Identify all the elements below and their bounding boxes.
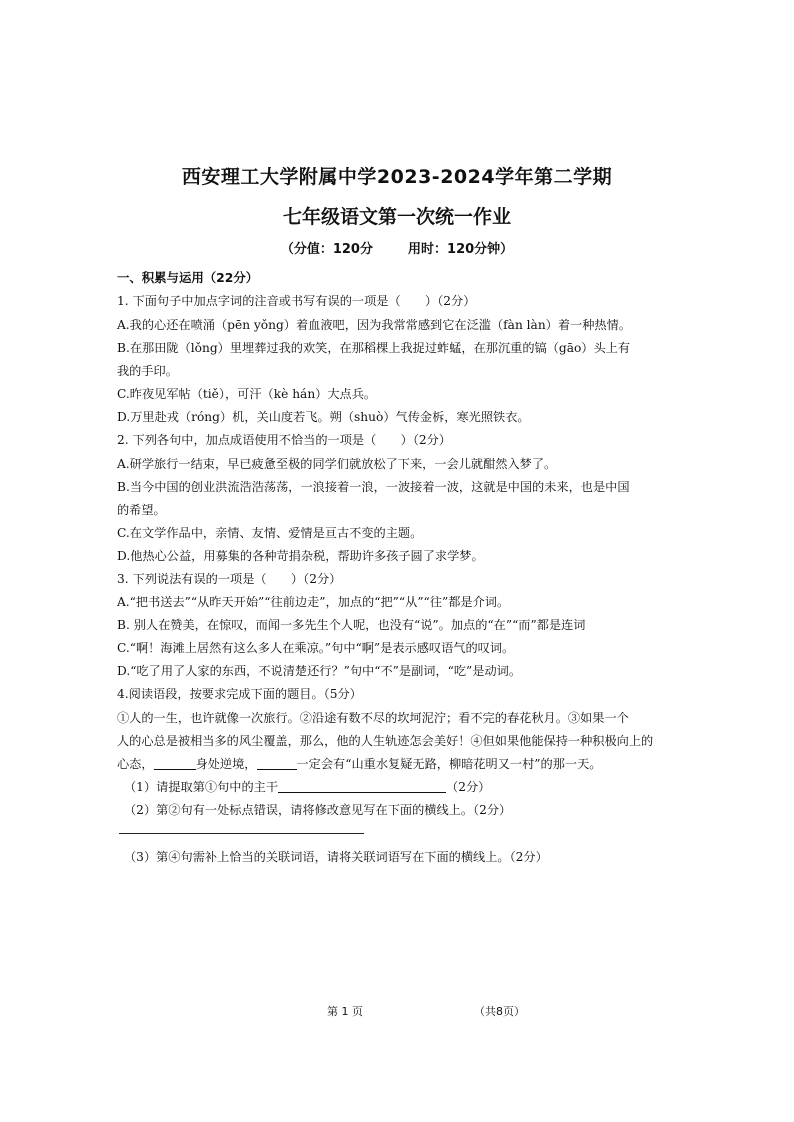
fill-blank-1[interactable] (154, 757, 196, 770)
score-info: （分值：120分 (280, 242, 373, 257)
page-total: （共8页） (474, 1005, 525, 1018)
exam-meta (0, 238, 794, 257)
question-4-stem: 4.阅读语段，按要求完成下面的题目。（5分） (117, 687, 362, 701)
q2-option-a: A.研学旅行一结束，早已疲惫至极的同学们就放松了下来，一会儿就酣然入梦了。 (117, 457, 557, 471)
q2-option-b: B.当今中国的创业洪流浩浩荡荡，一浪接着一浪，一波接着一波，这就是中国的未来，也是中国 (117, 480, 630, 494)
time-info: 用时：120分钟） (408, 242, 514, 257)
q4-sub-1: （1）请提取第①句中的主干 （2分） (124, 780, 491, 794)
page-number: 第 1 页 (327, 1005, 363, 1018)
q1-option-a: A.我的心还在喷涌（pēn yǒng）着血液吧，因为我常常感到它在泛滥（fàn làn）着一种热情。 (117, 318, 631, 332)
q1-option-b-cont: 我的手印。 (117, 364, 178, 378)
question-1-stem: 1. 下面句子中加点字词的注音或书写有误的一项是（ ）（2分） (117, 294, 476, 308)
q1-option-d: D.万里赴戎（róng）机，关山度若飞。朔（shuò）气传金柝，寒光照铁衣。 (117, 410, 530, 424)
answer-line-s2[interactable] (119, 833, 364, 834)
q4-sub-2: （2）第②句有一处标点错误，请将修改意见写在下面的横线上。（2分） (124, 803, 512, 817)
q2-option-d: D.他热心公益，用募集的各种苛捐杂税，帮助许多孩子圆了求学梦。 (117, 549, 484, 563)
q1-option-b: B.在那田陇（lǒng）里埋葬过我的欢笑，在那稻棵上我捉过蚱蜢，在那沉重的镐（gāo）头上有 (117, 341, 631, 355)
q3-option-a: A.“把书送去”“从昨天开始”“往前边走”，加点的“把”“从”“往”都是介词。 (117, 595, 510, 609)
q4-sub-3: （3）第④句需补上恰当的关联词语，请将关联词语写在下面的横线上。（2分） (124, 850, 548, 864)
q2-option-b-cont: 的希望。 (117, 503, 166, 517)
q4-passage-line-1: ①人的一生，也许就像一次旅行。②沿途有数不尽的坎坷泥泞；看不完的春花秋月。③如果一个 (117, 711, 629, 725)
question-3-stem: 3. 下列说法有误的一项是（ ）（2分） (117, 572, 342, 586)
exam-subtitle: 七年级语文第一次统一作业 (282, 206, 511, 228)
q3-option-d: D.“吃了用了人家的东西，不说清楚还行？”句中“不”是副词，“吃”是动词。 (117, 664, 522, 678)
q3-option-b: B. 别人在赞美，在惊叹，而闻一多先生个人呢，也没有“说”。加点的“在”“而”都是连词 (117, 618, 586, 632)
q3-option-c: C.“啊！海滩上居然有这么多人在乘凉。”句中“啊”是表示感叹语气的叹词。 (117, 641, 515, 655)
question-2-stem: 2. 下列各句中，加点成语使用不恰当的一项是（ ）（2分） (117, 433, 452, 447)
q4-passage-line-3: 心态， 身处逆境， 一定会有“山重水复疑无路，柳暗花明又一村”的那一天。 (117, 757, 602, 771)
q4-passage-line-2: 人的心总是被相当多的风尘覆盖，那么，他的人生轨迹怎会美好！④但如果他能保持一种积极向上的 (117, 734, 654, 748)
q1-option-c: C.昨夜见军帖（tiě），可汗（kè hán）大点兵。 (117, 387, 377, 401)
fill-blank-2[interactable] (257, 757, 297, 770)
section-heading: 一、积累与运用（22分） (117, 270, 259, 285)
answer-line-s1[interactable] (278, 780, 446, 793)
exam-title: 西安理工大学附属中学2023-2024学年第二学期 (181, 166, 613, 188)
q2-option-c: C.在文学作品中，亲情、友情、爱情是亘古不变的主题。 (117, 526, 423, 540)
